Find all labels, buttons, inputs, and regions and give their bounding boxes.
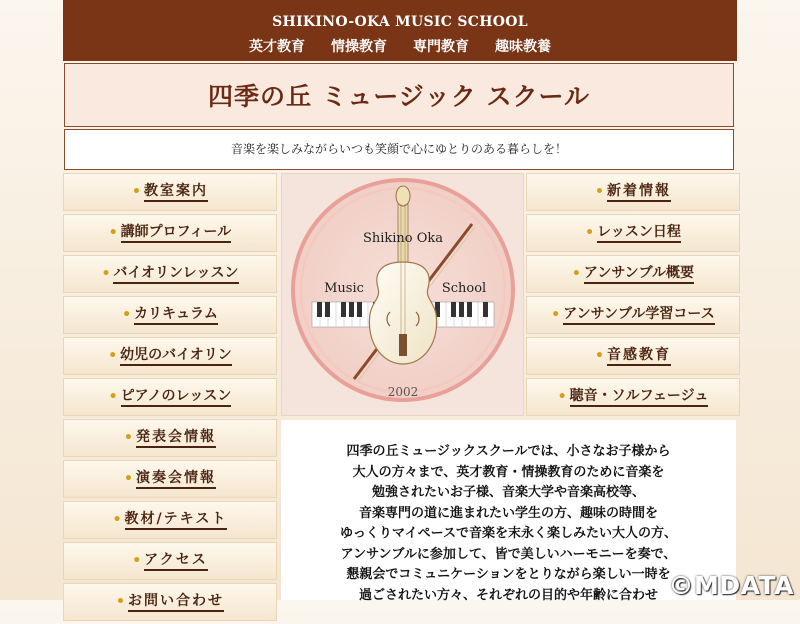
menu-lesson-schedule[interactable]: • レッスン日程 xyxy=(526,214,740,252)
page xyxy=(63,0,737,610)
logo-year: 2002 xyxy=(387,385,419,399)
school-logo xyxy=(281,173,524,416)
menu-piano-lesson[interactable]: • ピアノのレッスン xyxy=(63,378,277,416)
bullet-icon: • xyxy=(116,594,125,610)
left-menu xyxy=(63,173,277,624)
bullet-icon: • xyxy=(108,348,118,364)
bullet-icon: • xyxy=(108,225,118,241)
bullet-icon: • xyxy=(122,307,132,323)
bullet-icon: • xyxy=(595,348,604,364)
tagline: 音楽を楽しみながらいつも笑顔で心にゆとりのある暮らしを！ xyxy=(64,129,734,170)
menu-concert-info[interactable]: • 演奏会情報 xyxy=(63,460,277,498)
bullet-icon: • xyxy=(124,430,133,446)
bullet-icon: • xyxy=(551,307,561,323)
menu-kyoushitsu[interactable]: • 教室案内 xyxy=(63,173,277,211)
intro-line: ゆっくりマイペースで音楽を末永く楽しみたい大人の方、 xyxy=(340,526,677,541)
intro-line: 大人の方々まで、英才教育・情操教育のために音楽を xyxy=(352,464,665,480)
menu-ensemble-course[interactable]: • アンサンブル学習コース xyxy=(526,296,740,334)
bullet-icon: • xyxy=(132,184,141,200)
bullet-icon: • xyxy=(571,266,581,282)
intro-line: 音楽専門の道に進まれたい学生の方、趣味の時間を xyxy=(358,505,658,521)
logo-music: Music xyxy=(324,281,364,296)
menu-news[interactable]: • 新着情報 xyxy=(526,173,740,211)
nav-shumi[interactable]: 趣味教養 xyxy=(495,39,551,55)
school-name-en: SHIKINO-OKA MUSIC SCHOOL xyxy=(272,14,528,30)
copyright-watermark: ©MDATA xyxy=(668,571,794,600)
bullet-icon: • xyxy=(101,266,111,282)
page-title: 四季の丘 ミュージック スクール xyxy=(208,82,590,111)
intro-line: 過ごされたい方々、それぞれの目的や年齢に合わせ xyxy=(358,587,658,603)
menu-ensemble-overview[interactable]: • アンサンブル概要 xyxy=(526,255,740,293)
menu-violin-lesson[interactable]: • バイオリンレッスン xyxy=(63,255,277,293)
logo-line1: Shikino Oka xyxy=(362,231,444,246)
menu-child-violin[interactable]: • 幼児のバイオリン xyxy=(63,337,277,375)
intro-line: 懇親会でコミュニケーションをとりながら楽しい一時を xyxy=(346,567,671,582)
menu-ear-training[interactable]: • 音感教育 xyxy=(526,337,740,375)
bullet-icon: • xyxy=(124,471,133,487)
intro-line: 四季の丘ミュージックスクールでは、小さなお子様から xyxy=(346,444,671,459)
nav-senmon[interactable]: 専門教育 xyxy=(413,39,469,55)
intro-line: アンサンブルに参加して、皆で美しいハーモニーを奏で、 xyxy=(340,546,677,562)
bullet-icon: • xyxy=(557,389,567,405)
right-menu xyxy=(526,173,740,419)
bullet-icon: • xyxy=(112,512,122,528)
top-nav xyxy=(63,36,737,56)
nav-eisai[interactable]: 英才教育 xyxy=(249,39,305,55)
bullet-icon: • xyxy=(132,553,142,569)
bullet-icon: • xyxy=(108,389,118,405)
site-header xyxy=(63,0,737,61)
nav-jousou[interactable]: 情操教育 xyxy=(331,39,387,55)
menu-curriculum[interactable]: • カリキュラム xyxy=(63,296,277,334)
logo-school: School xyxy=(441,281,487,296)
menu-textbook[interactable]: • 教材/テキスト xyxy=(63,501,277,539)
menu-profile[interactable]: • 講師プロフィール xyxy=(63,214,277,252)
menu-solfege[interactable]: • 聴音・ソルフェージュ xyxy=(526,378,740,416)
menu-contact[interactable]: • お問い合わせ xyxy=(63,583,277,621)
title-banner xyxy=(64,63,734,127)
bullet-icon: • xyxy=(585,225,595,241)
menu-recital-info[interactable]: • 発表会情報 xyxy=(63,419,277,457)
intro-line: 勉強されたいお子様、音楽大学や音楽高校等、 xyxy=(371,485,645,500)
menu-access[interactable]: • アクセス xyxy=(63,542,277,580)
bullet-icon: • xyxy=(595,184,604,200)
